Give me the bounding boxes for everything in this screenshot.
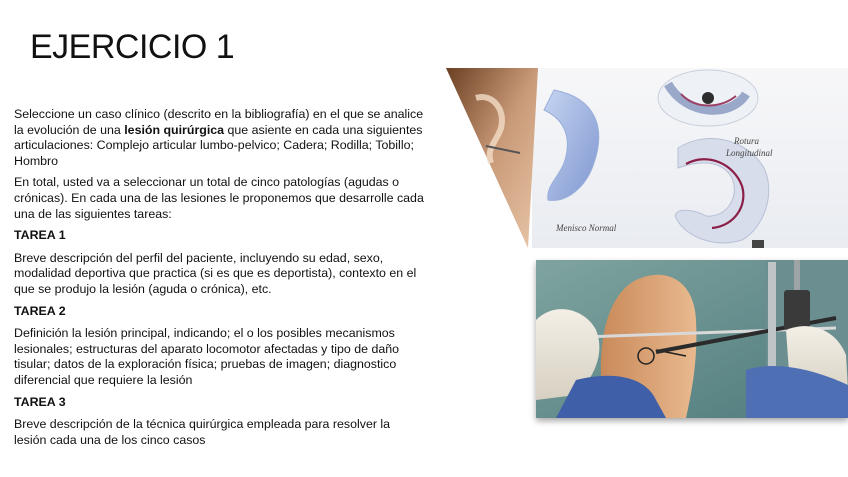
slide-title: EJERCICIO 1 [30, 28, 235, 66]
slide-body [14, 107, 424, 454]
intro-paragraph [14, 107, 424, 169]
tarea-2-text: Definición la lesión principal, indicando; el o los posibles mecanismos lesionales; estructuras del aparato locomotor afectadas y tipo de daño tisular; datos de la exploración física; pruebas de imagen; diagnostico diferencial que requiere la lesión [14, 326, 400, 387]
total-paragraph: En total, usted va a seleccionar un total de cinco patologías (agudas o crónicas). En cada una de las lesiones le proponemos que desarrolle cada una de las siguientes tareas: [14, 175, 424, 221]
rotura-label-line1: Rotura [734, 136, 760, 146]
tarea-1-heading: TAREA 1 [14, 228, 66, 243]
menisco-normal-label: Menisco Normal [556, 223, 617, 233]
intro-text-start: Seleccione un caso clínico (descrito en la bibliografía) en el que se analice la evolución de una [14, 107, 424, 137]
arthroscopy-photo [536, 260, 848, 418]
tarea-2-heading: TAREA 2 [14, 303, 66, 318]
intro-text-bold: lesión quirúrgica [124, 122, 225, 137]
tarea-1-text: Breve descripción del perfil del paciente, incluyendo su edad, sexo, modalidad deportiva que practica (si es que es deportista), contexto en el que se produjo la lesión (aguda o crónica), etc. [14, 250, 417, 296]
meniscus-illustration [446, 68, 848, 248]
rotura-label-line2: Longitudinal [726, 148, 773, 158]
tarea-3-text: Breve descripción de la técnica quirúrgica empleada para resolver la lesión cada una de los cinco casos [14, 417, 391, 447]
intro-text-end: que asiente en cada una siguientes articulaciones: Complejo articular lumbo-pelvico; Cadera; Rodilla; Tobillo; Hombro [14, 122, 423, 168]
tarea-3-heading: TAREA 3 [14, 394, 66, 409]
